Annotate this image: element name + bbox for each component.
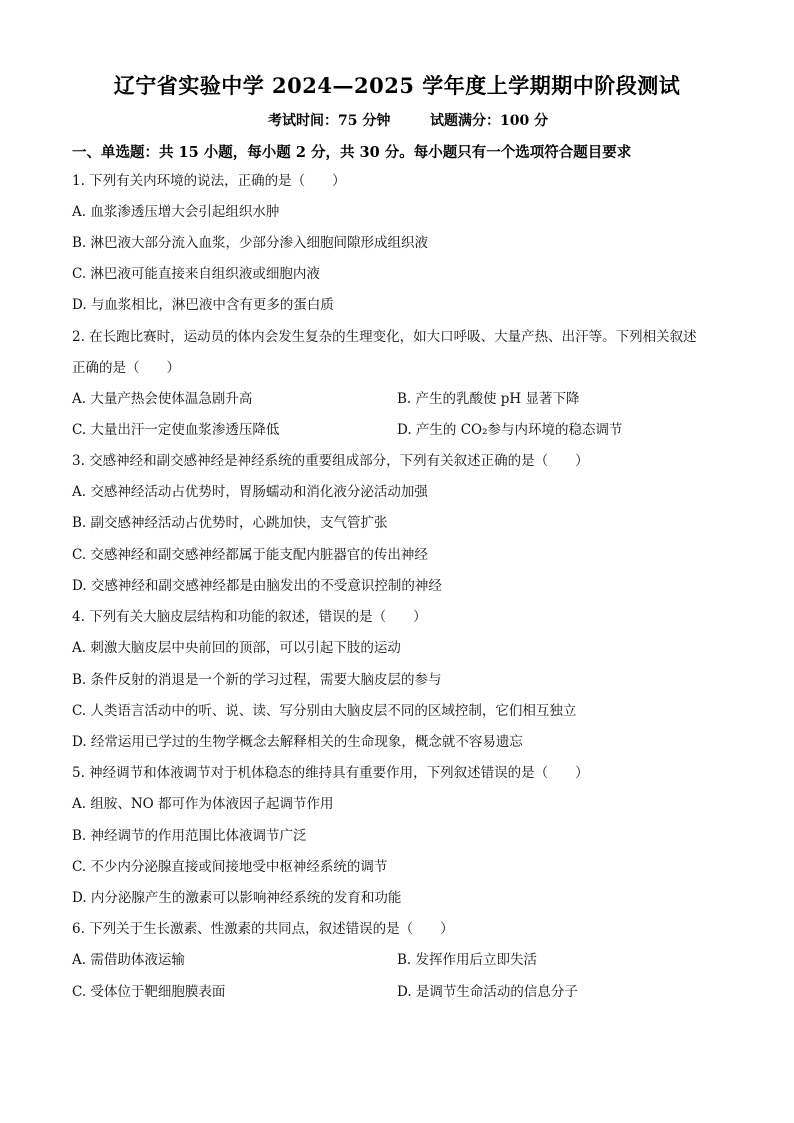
question-4-option-b[interactable]: B. 条件反射的消退是一个新的学习过程，需要大脑皮层的参与	[72, 672, 442, 688]
question-4-option-c[interactable]: C. 人类语言活动中的听、说、读、写分别由大脑皮层不同的区域控制，它们相互独立	[72, 703, 577, 719]
question-1-option-b[interactable]: B. 淋巴液大部分流入血浆，少部分渗入细胞间隙形成组织液	[72, 235, 429, 251]
question-2-option-d[interactable]: D. 产生的 CO₂参与内环境的稳态调节	[397, 422, 623, 438]
question-4-stem: 4. 下列有关大脑皮层结构和功能的叙述，错误的是（ ）	[72, 609, 427, 625]
question-2-option-a[interactable]: A. 大量产热会使体温急剧升高	[72, 391, 253, 407]
question-2-option-c[interactable]: C. 大量出汗一定使血浆渗透压降低	[72, 422, 280, 438]
question-2-stem-line-2: 正确的是（ ）	[72, 360, 180, 376]
question-5-stem: 5. 神经调节和体液调节对于机体稳态的维持具有重要作用，下列叙述错误的是（ ）	[72, 765, 589, 781]
question-1-option-d[interactable]: D. 与血浆相比，淋巴液中含有更多的蛋白质	[72, 297, 334, 313]
question-2-stem-line-1: 2. 在长跑比赛时，运动员的体内会发生复杂的生理变化，如大口呼吸、大量产热、出汗等。下列相关叙述	[72, 329, 697, 345]
question-4-option-a[interactable]: A. 刺激大脑皮层中央前回的顶部，可以引起下肢的运动	[72, 640, 401, 656]
question-6-option-b[interactable]: B. 发挥作用后立即失活	[397, 952, 538, 968]
exam-score: 试题满分：100 分	[430, 113, 549, 129]
exam-time: 考试时间：75 分钟	[268, 113, 391, 129]
question-3-option-b[interactable]: B. 副交感神经活动占优势时，心跳加快，支气管扩张	[72, 515, 388, 531]
question-6-option-c[interactable]: C. 受体位于靶细胞膜表面	[72, 984, 226, 1000]
question-3-option-d[interactable]: D. 交感神经和副交感神经都是由脑发出的不受意识控制的神经	[72, 578, 442, 594]
question-3-stem: 3. 交感神经和副交感神经是神经系统的重要组成部分，下列有关叙述正确的是（ ）	[72, 453, 589, 469]
question-1-stem: 1. 下列有关内环境的说法，正确的是（ ）	[72, 173, 346, 189]
question-6-option-d[interactable]: D. 是调节生命活动的信息分子	[397, 984, 578, 1000]
question-1-option-c[interactable]: C. 淋巴液可能直接来自组织液或细胞内液	[72, 266, 320, 282]
question-5-option-c[interactable]: C. 不少内分泌腺直接或间接地受中枢神经系统的调节	[72, 859, 388, 875]
question-2-option-b[interactable]: B. 产生的乳酸使 pH 显著下降	[397, 391, 580, 407]
question-3-option-c[interactable]: C. 交感神经和副交感神经都属于能支配内脏器官的传出神经	[72, 547, 428, 563]
question-6-stem: 6. 下列关于生长激素、性激素的共同点，叙述错误的是（ ）	[72, 921, 454, 937]
question-1-option-a[interactable]: A. 血浆渗透压增大会引起组织水肿	[72, 204, 280, 220]
question-5-option-a[interactable]: A. 组胺、NO 都可作为体液因子起调节作用	[72, 796, 334, 812]
question-5-option-b[interactable]: B. 神经调节的作用范围比体液调节广泛	[72, 828, 307, 844]
section-heading: 一、单选题：共 15 小题，每小题 2 分，共 30 分。每小题只有一个选项符合题目要求	[72, 144, 632, 161]
question-4-option-d[interactable]: D. 经常运用已学过的生物学概念去解释相关的生命现象，概念就不容易遗忘	[72, 734, 523, 750]
question-6-option-a[interactable]: A. 需借助体液运输	[72, 952, 185, 968]
question-5-option-d[interactable]: D. 内分泌腺产生的激素可以影响神经系统的发育和功能	[72, 890, 402, 906]
exam-title: 辽宁省实验中学 2024—2025 学年度上学期期中阶段测试	[113, 73, 681, 98]
question-3-option-a[interactable]: A. 交感神经活动占优势时，胃肠蠕动和消化液分泌活动加强	[72, 484, 428, 500]
